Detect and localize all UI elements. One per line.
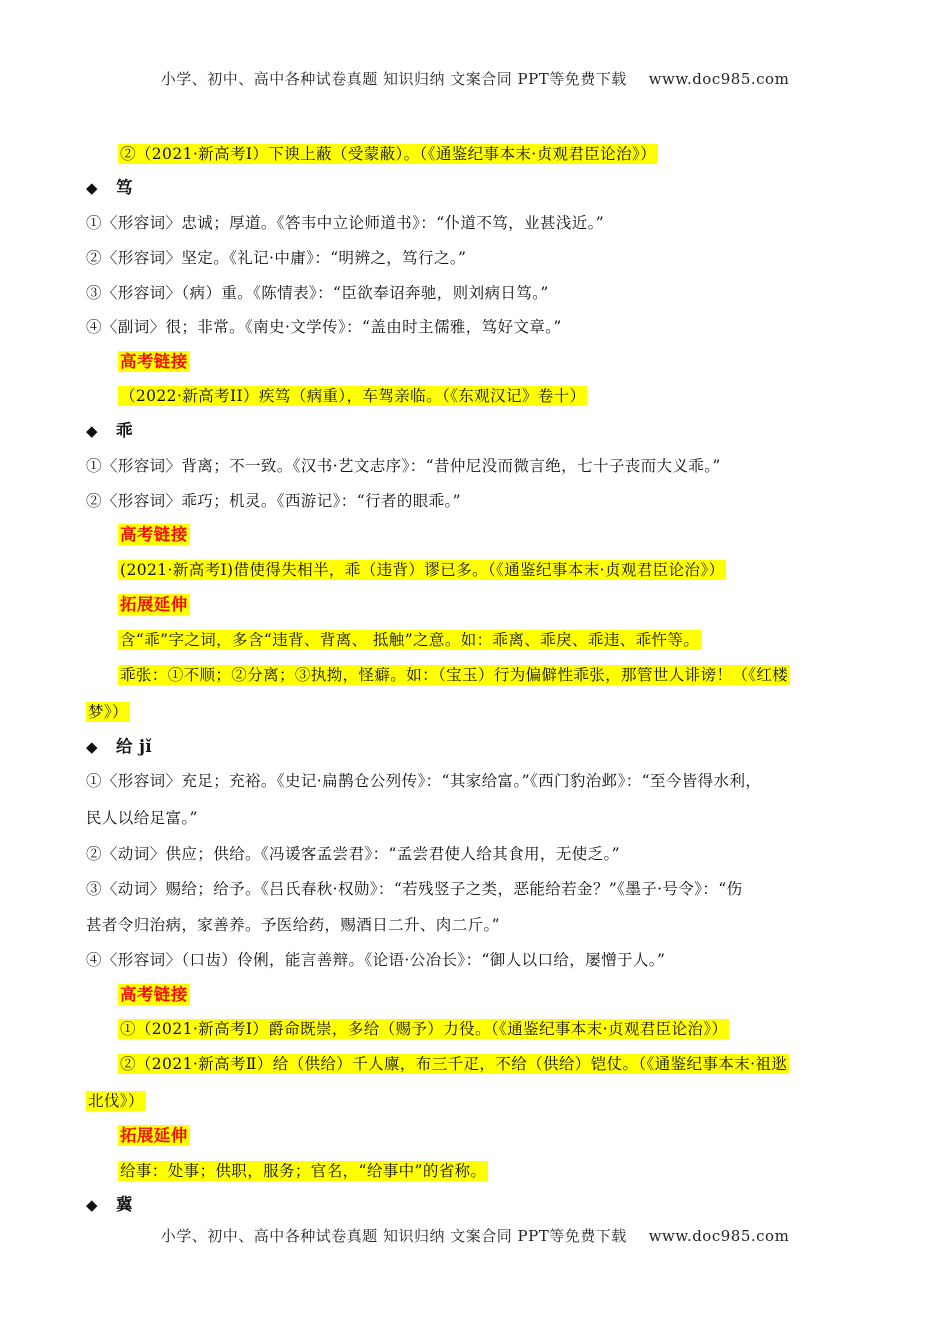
headword-text: 冀 <box>116 1195 133 1214</box>
header-text: 小学、初中、高中各种试卷真题 知识归纳 文案合同 PPT等免费下载 <box>160 70 627 88</box>
sense-line-cont: 民人以给足富。” <box>86 809 198 827</box>
headword-ji <box>86 734 876 760</box>
extension-item-cont: 梦》） <box>88 703 128 721</box>
gaokao-link-title: 高考链接 <box>120 525 188 544</box>
sense-line: ②〈动词〉供应；供给。《冯谖客孟尝君》：“孟尝君使人给其食用，无使乏。” <box>86 845 621 863</box>
gaokao-link-title: 高考链接 <box>120 985 188 1004</box>
headword-text: 给 jǐ <box>116 737 153 756</box>
sense-line: ①〈形容词〉忠诚；厚道。《答韦中立论师道书》：“仆道不笃，业甚浅近。” <box>86 214 605 232</box>
sense-line: ④〈副词〉很；非常。《南史·文学传》：“盖由时主儒雅，笃好文章。” <box>86 318 562 336</box>
header-url[interactable]: www.doc985.com <box>648 70 790 88</box>
extension-title: 拓展延伸 <box>120 595 188 614</box>
sense-line: ③〈形容词〉（病）重。《陈情表》：“臣欲奉诏奔驰，则刘病日笃。” <box>86 284 549 302</box>
headword-ji2 <box>86 1192 876 1218</box>
extension-item: 含“乖”字之词，多含“违背、背离、 抵触”之意。如：乖离、乖戾、乖违、乖忤等。 <box>120 631 700 649</box>
sense-line: ①〈形容词〉充足；充裕。《史记·扁鹊仓公列传》：“其家给富。”《西门豹治邺》：“至今皆得水利， <box>86 772 762 790</box>
page-footer <box>0 1225 950 1246</box>
diamond-bullet-icon: ◆ <box>86 179 98 197</box>
footer-url[interactable]: www.doc985.com <box>648 1227 790 1245</box>
sense-line: ④〈形容词〉（口齿）伶俐，能言善辩。《论语·公冶长》：“御人以口给，屡憎于人。” <box>86 951 666 969</box>
sense-line: ②〈形容词〉坚定。《礼记·中庸》：“明辨之，笃行之。” <box>86 249 467 267</box>
gaokao-link-item: （2022·新高考II）疾笃（病重），车驾亲临。（《东观汉记》卷十） <box>120 387 586 405</box>
sense-line: ②〈形容词〉乖巧；机灵。《西游记》：“行者的眼乖。” <box>86 492 461 510</box>
footer-text: 小学、初中、高中各种试卷真题 知识归纳 文案合同 PPT等免费下载 <box>160 1227 627 1245</box>
extension-item: 乖张：①不顺；②分离；③执拗，怪癖。如：（宝玉）行为偏僻性乖张，那管世人诽谤！（《红楼 <box>120 666 789 684</box>
diamond-bullet-icon: ◆ <box>86 738 98 756</box>
sense-line-cont: 甚者令归治病，家善养。予医给药，赐酒日二升、肉二斤。” <box>86 916 500 934</box>
gaokao-link-item-cont: 北伐》） <box>88 1092 144 1110</box>
gaokao-link-item: ①（2021·新高考Ⅰ）爵命既崇，多给（赐予）力役。（《通鉴纪事本末·贞观君臣论治》） <box>120 1020 728 1038</box>
headword-guai <box>86 418 876 444</box>
page-header <box>0 68 950 89</box>
diamond-bullet-icon: ◆ <box>86 422 98 440</box>
sense-line: ①〈形容词〉背离；不一致。《汉书·艺文志序》：“昔仲尼没而微言绝，七十子丧而大义乖。” <box>86 457 721 475</box>
prev-gaokao-link: ②（2021·新高考Ⅰ）下谀上蔽（受蒙蔽）。（《通鉴纪事本末·贞观君臣论治》） <box>120 145 657 163</box>
sense-line: ③〈动词〉赐给；给予。《吕氏春秋·权勋》：“若残竖子之类，恶能给若金？”《墨子·号令》：“伤 <box>86 880 743 898</box>
headword-du <box>86 175 876 201</box>
headword-text: 乖 <box>116 421 133 440</box>
extension-item: 给事：处事；供职，服务；官名，“给事中”的省称。 <box>120 1162 487 1180</box>
diamond-bullet-icon: ◆ <box>86 1196 98 1214</box>
headword-text: 笃 <box>116 178 133 197</box>
gaokao-link-item: (2021·新高考I)借使得失相半，乖（违背）谬已多。（《通鉴纪事本末·贞观君臣论治》） <box>120 561 725 579</box>
gaokao-link-title: 高考链接 <box>120 352 188 371</box>
extension-title: 拓展延伸 <box>120 1126 188 1145</box>
gaokao-link-item: ②（2021·新高考Ⅱ）给（供给）千人廪，布三千疋，不给（供给）铠仗。（《通鉴纪事本末·祖逖 <box>120 1055 788 1073</box>
